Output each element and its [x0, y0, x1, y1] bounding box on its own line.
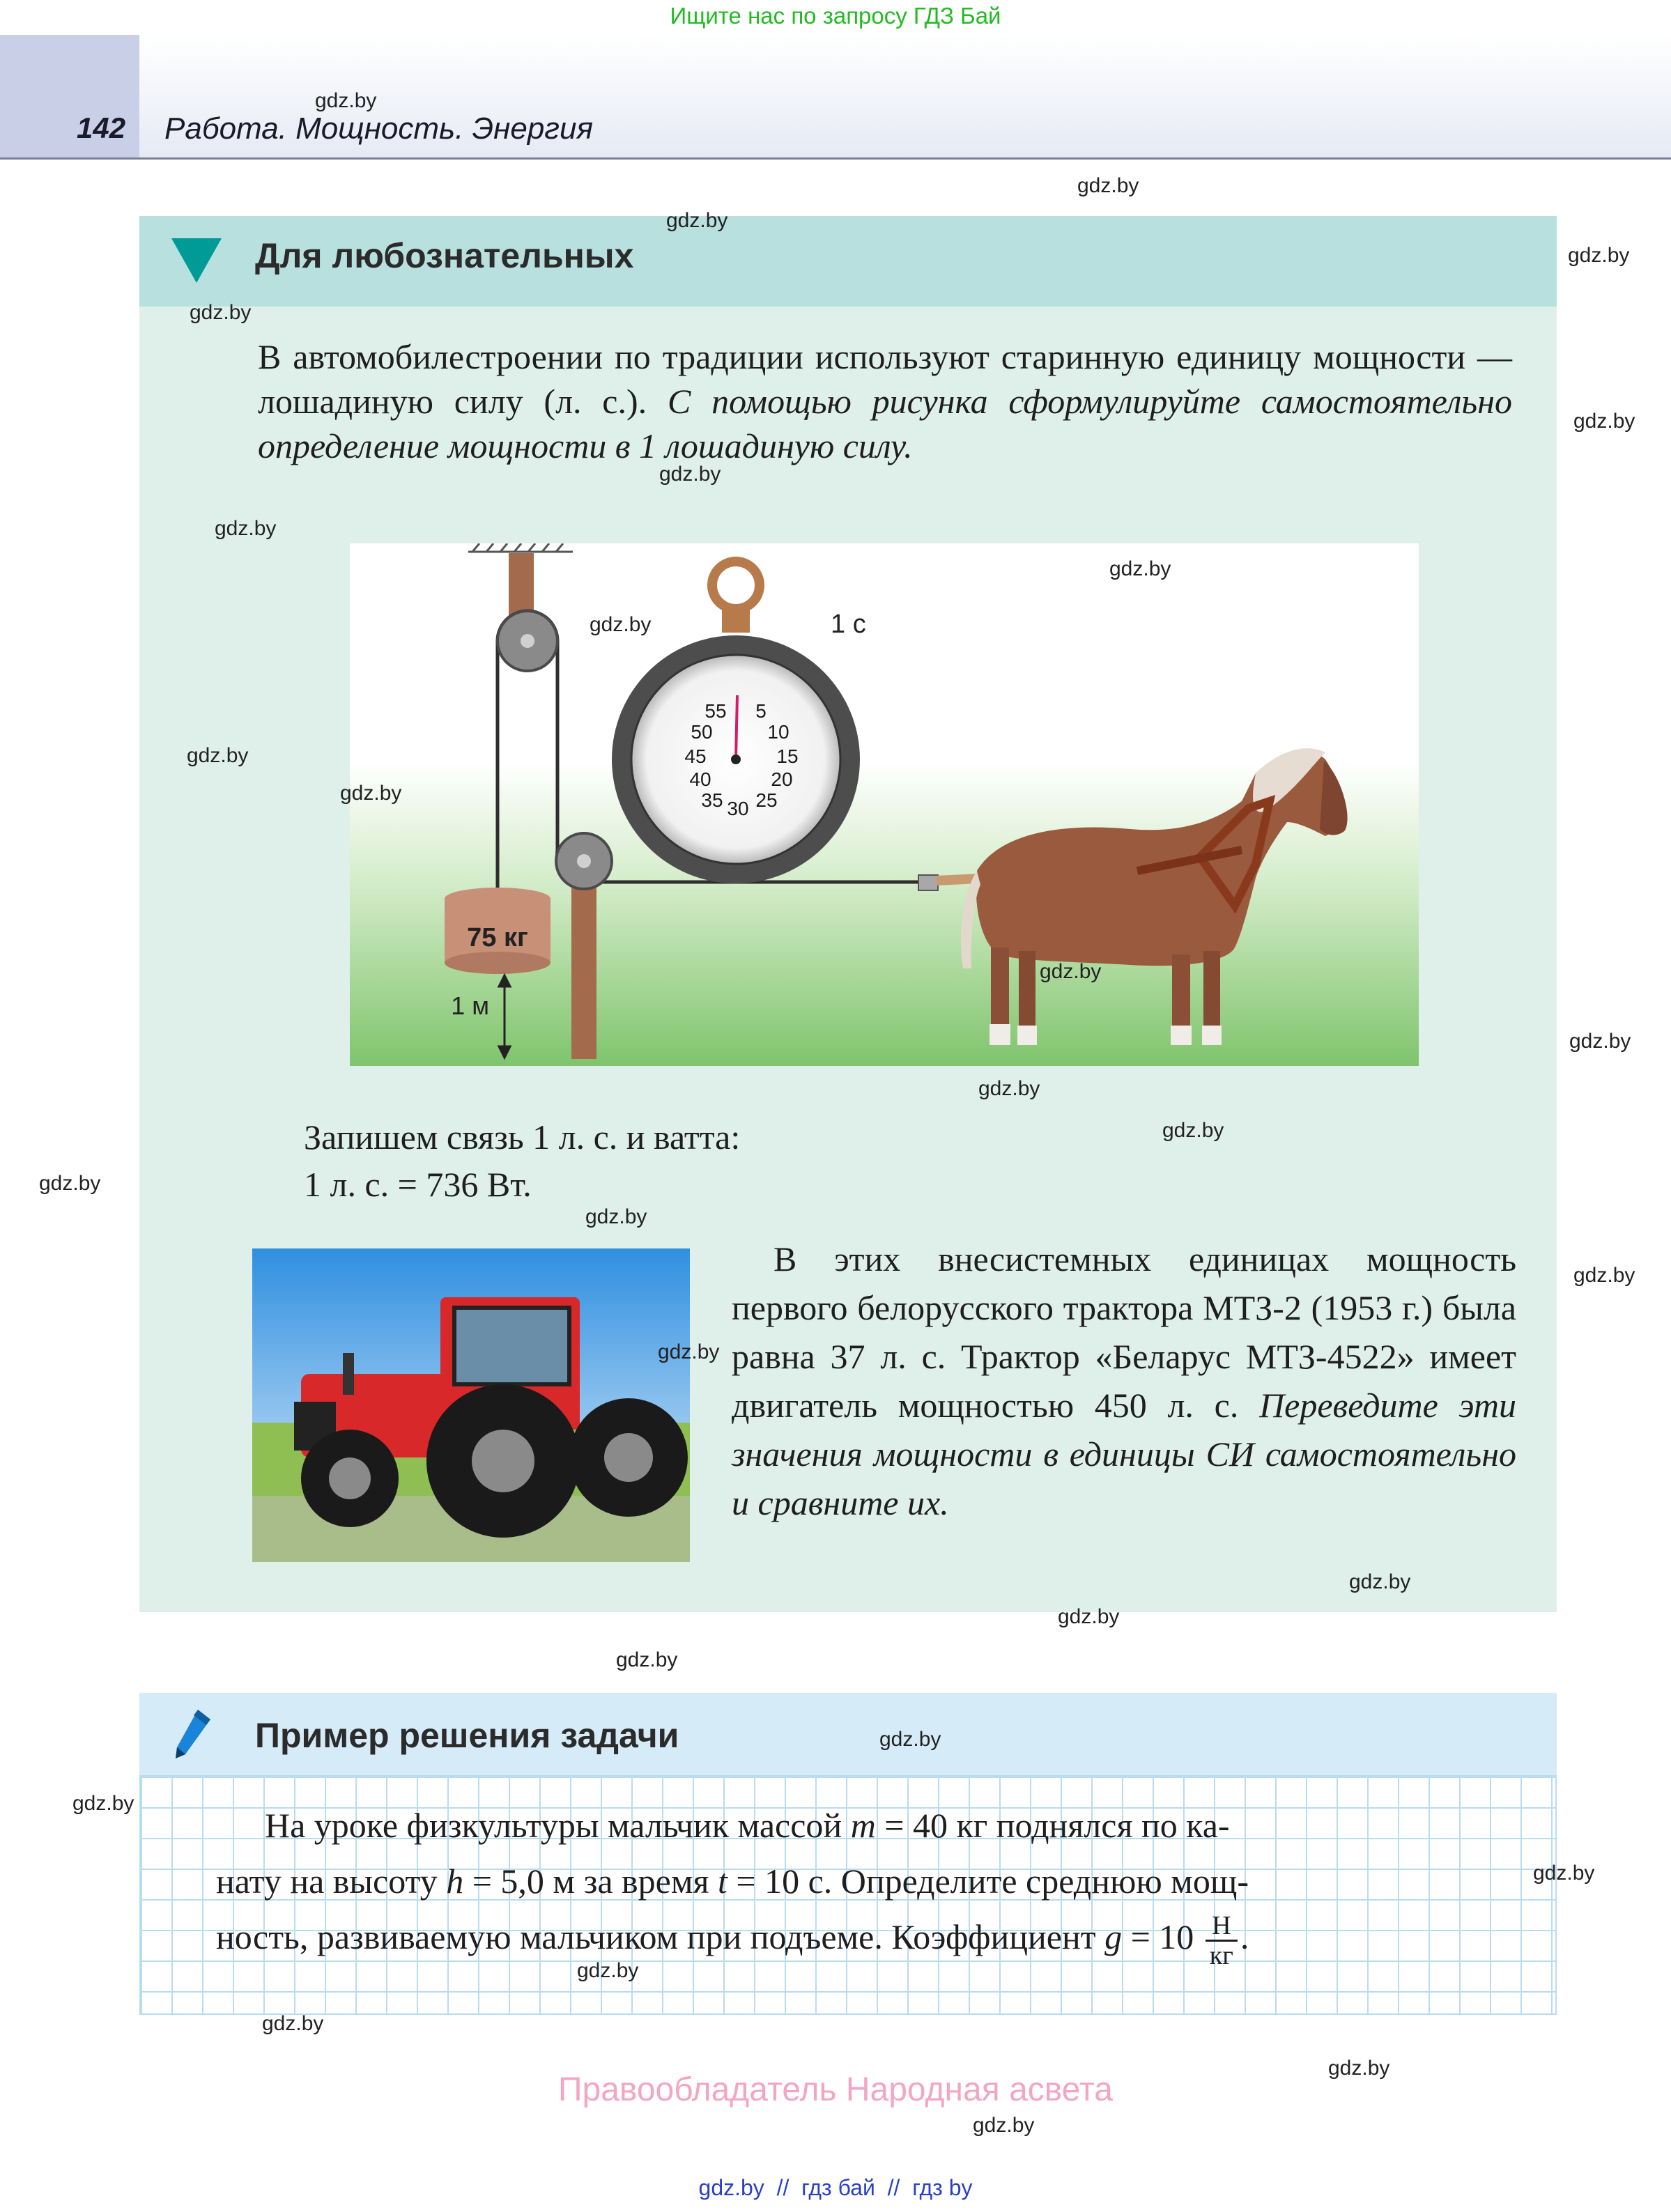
var-h: h — [446, 1862, 464, 1901]
watermark: gdz.by — [1568, 244, 1630, 267]
problem-line-3 — [216, 1909, 1477, 1970]
watermark: gdz.by — [585, 1205, 647, 1228]
unit-denominator: кг — [1209, 1941, 1233, 1971]
watermark: gdz.by — [978, 1077, 1040, 1100]
problem-text-1a: На уроке физкультуры мальчик массой — [265, 1806, 851, 1845]
var-g: g — [1104, 1917, 1123, 1956]
var-t: t — [717, 1862, 727, 1901]
dial-55: 55 — [704, 700, 727, 722]
example-problem — [216, 1797, 1477, 1970]
dial-35: 35 — [701, 789, 723, 811]
bottom-pulley-axle — [577, 854, 591, 868]
watermark: gdz.by — [190, 301, 252, 324]
dial-50: 50 — [691, 721, 713, 743]
watermark: gdz.by — [1569, 1030, 1631, 1053]
watermark: gdz.by — [1573, 410, 1635, 433]
watermark: gdz.by — [879, 1728, 941, 1751]
dial-25: 25 — [755, 789, 778, 811]
problem-text-2c: = 10 с. Определите среднюю мощ- — [727, 1862, 1249, 1901]
dial-45: 45 — [684, 745, 707, 767]
watermark: gdz.by — [616, 1648, 678, 1671]
watermark: gdz.by — [577, 1959, 639, 1982]
tractor-front-hub — [329, 1457, 371, 1499]
relation-line-1: Запишем связь 1 л. с. и ватта: — [304, 1117, 741, 1157]
problem-line-1 — [216, 1797, 1477, 1853]
watermark: gdz.by — [72, 1792, 134, 1815]
watermark: gdz.by — [1573, 1264, 1635, 1287]
unit-fraction — [1206, 1912, 1238, 1970]
header-divider — [0, 157, 1671, 160]
top-pulley-axle — [521, 634, 534, 648]
problem-text-end: . — [1240, 1917, 1249, 1956]
problem-line-2 — [216, 1853, 1477, 1909]
intro-text: В автомобилестроении по традиции используют старинную единицу мощности — лошадиную силу (л. с.). — [258, 337, 1512, 421]
dial-5: 5 — [755, 700, 767, 722]
watermark: gdz.by — [1040, 960, 1102, 983]
watermark: gdz.by — [1077, 174, 1139, 197]
dial-40: 40 — [689, 768, 711, 790]
triangle-icon — [171, 238, 222, 283]
tractor-facts: В этих внесистемных единицах мощность первого белорусского трактора МТЗ-2 (1953 г.) была равна 37 л. с. Трактор «Беларус МТЗ-4522» имеет двигатель мощностью 450 л. с. — [732, 1239, 1516, 1425]
relation-text — [304, 1113, 1419, 1208]
stopwatch-center — [731, 755, 741, 764]
watermark: gdz.by — [1058, 1605, 1120, 1628]
dial-30: 30 — [727, 798, 749, 819]
horsepower-figure — [350, 543, 1419, 1066]
tractor-task: Переведите эти значения мощности в единицы СИ самостоятельно и сравните их. — [732, 1386, 1517, 1522]
tractor-rear-hub — [604, 1433, 653, 1482]
dial-15: 15 — [776, 745, 799, 767]
time-label: 1 с — [831, 610, 866, 639]
var-m: m — [850, 1806, 876, 1845]
example-title: Пример решения задачи — [255, 1716, 679, 1755]
pencil-icon — [170, 1706, 217, 1761]
problem-text-1b: = 40 кг поднялся по ка- — [875, 1806, 1230, 1845]
intro-task: С помощью рисунка сформулируйте самостоятельно определение мощности в 1 лошадиную силу. — [258, 382, 1512, 465]
relation-line-2: 1 л. с. = 736 Вт. — [304, 1165, 532, 1204]
height-label: 1 м — [451, 991, 489, 1020]
weight-bottom — [445, 952, 550, 974]
problem-text-3b: = 10 — [1122, 1917, 1194, 1956]
watermark: gdz.by — [1328, 2057, 1390, 2080]
watermark: gdz.by — [262, 2012, 324, 2035]
watermark: gdz.by — [1109, 557, 1171, 580]
curious-intro — [258, 334, 1512, 468]
copyright-notice: Правообладатель Народная асвета — [558, 2071, 1113, 2108]
page-number: 142 — [77, 111, 126, 144]
watermark: gdz.by — [658, 1340, 720, 1363]
stopwatch-crown — [722, 605, 750, 633]
rope-hook — [918, 875, 938, 890]
problem-text-3a: ность, развиваемую мальчиком при подъеме. Коэффициент — [216, 1917, 1105, 1956]
dial-20: 20 — [771, 768, 793, 790]
problem-text-2b: = 5,0 м за время — [463, 1862, 718, 1901]
watermark: gdz.by — [1533, 1862, 1595, 1885]
curious-title: Для любознательных — [255, 236, 634, 275]
watermark: gdz.by — [1349, 1570, 1411, 1593]
watermark: gdz.by — [340, 782, 402, 805]
watermark: gdz.by — [590, 613, 652, 636]
watermark: gdz.by — [659, 463, 721, 486]
chapter-title: Работа. Мощность. Энергия — [164, 111, 593, 146]
top-banner[interactable]: Ищите нас по запросу ГДЗ Бай — [670, 3, 1001, 29]
tractor-middle-hub — [472, 1430, 534, 1492]
watermark: gdz.by — [1162, 1119, 1224, 1142]
watermark: gdz.by — [666, 209, 728, 232]
watermark: gdz.by — [39, 1172, 101, 1195]
problem-text-2a: нату на высоту — [216, 1862, 447, 1901]
watermark: gdz.by — [973, 2114, 1035, 2137]
stopwatch-hand — [736, 695, 737, 759]
mass-label: 75 кг — [467, 923, 528, 952]
watermark: gdz.by — [187, 744, 249, 767]
watermark: gdz.by — [215, 517, 277, 540]
footer-links[interactable]: gdz.by // гдз бай // гдз by — [698, 2175, 973, 2200]
dial-10: 10 — [767, 721, 790, 743]
tractor-image — [252, 1248, 690, 1562]
tractor-text — [732, 1235, 1516, 1527]
unit-numerator: Н — [1206, 1912, 1238, 1942]
watermark: gdz.by — [315, 89, 377, 112]
